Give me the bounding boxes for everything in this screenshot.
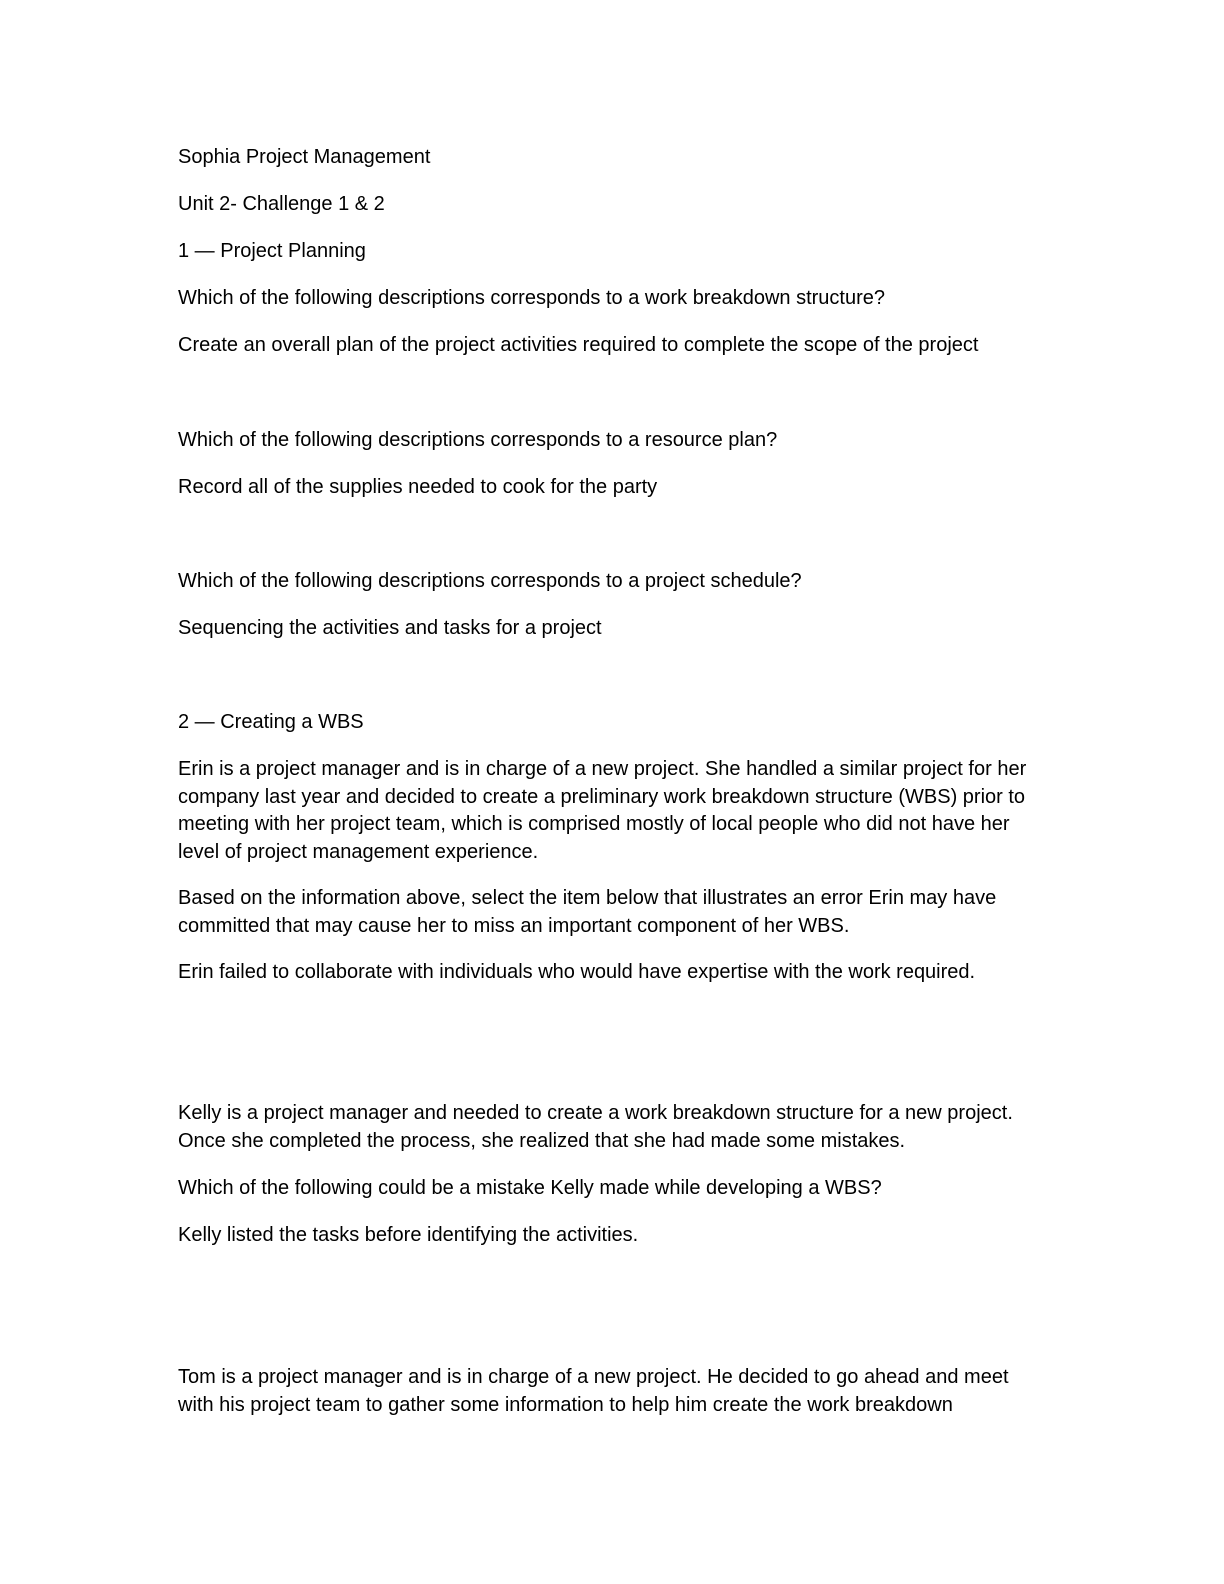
section-2-heading: 2 — Creating a WBS (178, 711, 364, 733)
kelly-scenario-line: Once she completed the process, she realized that she had made some mistakes. (178, 1129, 906, 1152)
answer-project-schedule: Sequencing the activities and tasks for a project (178, 617, 602, 639)
erin-question-line: Based on the information above, select the item below that illustrates an error Erin may have (178, 887, 997, 909)
tom-scenario-paragraph (178, 1364, 1048, 1419)
tom-scenario-line: with his project team to gather some information to help him create the work breakdown (178, 1393, 953, 1416)
kelly-answer: Kelly listed the tasks before identifying the activities. (178, 1224, 639, 1246)
erin-question-line: committed that may cause her to miss an important component of her WBS. (178, 914, 850, 937)
question-project-schedule: Which of the following descriptions corresponds to a project schedule? (178, 570, 802, 592)
kelly-scenario-paragraph (178, 1100, 1048, 1155)
tom-scenario-line: Tom is a project manager and is in charge of a new project. He decided to go ahead and meet (178, 1366, 1009, 1388)
erin-scenario-line: level of project management experience. (178, 840, 539, 863)
kelly-question: Which of the following could be a mistake Kelly made while developing a WBS? (178, 1177, 882, 1199)
kelly-scenario-line: Kelly is a project manager and needed to create a work breakdown structure for a new project. (178, 1102, 1013, 1124)
question-wbs: Which of the following descriptions corresponds to a work breakdown structure? (178, 287, 886, 309)
erin-scenario-line: meeting with her project team, which is comprised mostly of local people who did not have her (178, 813, 1010, 835)
erin-scenario-line: Erin is a project manager and is in charge of a new project. She handled a similar project for her (178, 758, 1027, 780)
document-subtitle: Unit 2- Challenge 1 & 2 (178, 193, 385, 215)
erin-question-paragraph (178, 885, 1048, 940)
answer-resource-plan: Record all of the supplies needed to cook for the party (178, 476, 658, 498)
section-1-heading: 1 — Project Planning (178, 240, 366, 262)
erin-scenario-paragraph (178, 756, 1048, 866)
erin-answer: Erin failed to collaborate with individuals who would have expertise with the work required. (178, 961, 976, 983)
question-resource-plan: Which of the following descriptions corresponds to a resource plan? (178, 429, 778, 451)
answer-wbs: Create an overall plan of the project activities required to complete the scope of the project (178, 334, 979, 356)
document-title: Sophia Project Management (178, 146, 431, 168)
erin-scenario-line: company last year and decided to create a preliminary work breakdown structure (WBS) prior to (178, 785, 1026, 808)
